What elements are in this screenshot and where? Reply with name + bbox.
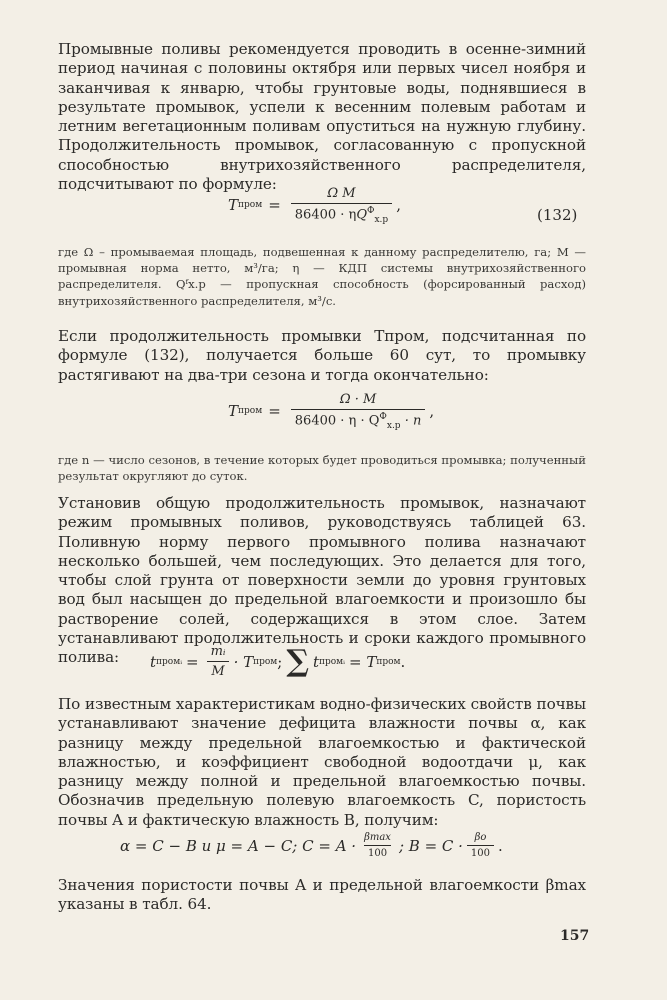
paragraph-2: Если продолжительность промывки Tпром, подсчитанная по формуле (132), получается больше 60 сут, то промывку растягивают на два-три сезона и тогда окончательно: [58, 327, 586, 384]
f4-fraction-2 [467, 832, 494, 859]
f3-dot: . [400, 652, 406, 671]
f4-n2: βo [474, 832, 487, 843]
formula-4 [120, 832, 503, 859]
f3-semi: ; [277, 652, 283, 671]
paragraph-4: По известным характеристикам водно-физических свойств почвы устанавливают значение дефицита влажности почвы α, как разницу между предельной влагоемкостью и фактической влажностью, и коэффициент свободной водоотдачи μ, как разницу между полной и предельной влагоемкостью почвы. Обозначив предельную полевую влагоемкость C, пористость почвы A и фактическую влажность B, получим: [58, 695, 586, 829]
f4-end: . [498, 836, 503, 855]
formula-eq: = [268, 402, 281, 421]
f3-t2: t [312, 652, 319, 671]
f4-d1: 100 [364, 845, 391, 859]
equation-number: (132) [537, 206, 578, 224]
formula-denominator [291, 203, 392, 225]
formula-eq: = [268, 196, 281, 215]
f3-eq2: = T [348, 652, 377, 671]
f4-d2: 100 [467, 845, 494, 859]
den-sub: х.р [374, 214, 389, 225]
den-sup: Ф [367, 206, 375, 216]
f3-num: mᵢ [210, 644, 226, 659]
formula-fraction [291, 392, 426, 431]
f3-t: t [150, 652, 157, 671]
den-n: · n [400, 413, 422, 429]
paragraph-5: Значения пористости почвы A и предельной влагоемкости βmax указаны в табл. 64. [58, 876, 586, 914]
note-2: где n — число сезонов, в течение которых будет проводиться промывка; полученный результат округляют до суток. [58, 453, 586, 484]
f4-n1: βmax [364, 832, 391, 843]
f3-rhs-sub: пром [376, 656, 401, 667]
f3-t-sub: промᵢ [156, 656, 183, 667]
formula-3 [150, 644, 405, 679]
page-number: 157 [560, 928, 590, 944]
paragraph-3: Установив общую продолжительность промывок, назначают режим промывных поливов, руководствуясь таблицей 63. Поливную норму первого промывного полива назначают несколько большей, чем последующих. Это делается для того, чтобы слой грунта от поверхности земли до уровня грунтовых вод был насыщен до предельной влагоемкости и произошло бы растворение солей, содержащихся в этом слое. Затем устанавливают продолжительность и сроки каждого промывного полива: [58, 494, 586, 667]
formula-lhs: T [228, 196, 239, 215]
f3-eq: = [186, 652, 199, 671]
den-sup: Ф [379, 412, 387, 422]
f4-fraction-1 [360, 832, 395, 859]
den-part: 86400 · η · Q [294, 413, 380, 429]
f4-mid: ; B = C · [398, 836, 463, 855]
formula-comma: , [429, 402, 435, 421]
f3-t2-sub: промᵢ [318, 656, 345, 667]
f3-mult-sub: пром [253, 656, 278, 667]
note-1: где Ω – промываемая площадь, подвешенная к данному распределителю, га; M — промывная норма нетто, м³/га; η — КДП системы внутрихозяйственного распределителя. Qᶠх.р — пропускная способность (форсированный расход) внутрихозяйственного распределителя, м³/с. [58, 245, 586, 308]
den-q: Q [356, 207, 367, 223]
formula-numerator: Ω M [327, 186, 356, 201]
formula-lhs-sub: пром [238, 200, 263, 211]
f3-fraction [207, 644, 230, 679]
den-part: 86400 · η [294, 207, 357, 223]
formula-132 [228, 186, 401, 225]
paragraph-1: Промывные поливы рекомендуется проводить в осенне-зимний период начиная с половины октября или первых чисел ноября и заканчивая к январю, чтобы грунтовые воды, поднявшиеся в результате промывок, успели к весенним полевым работам и летним вегетационным поливам опуститься на нужную глубину. Продолжительность промывок, согласованную с пропускной способностью внутрихозяйственного распределителя, подсчитывают по формуле: [58, 40, 586, 194]
f3-den: M [207, 661, 228, 679]
formula-lhs: T [228, 402, 239, 421]
formula-fraction [291, 186, 392, 225]
f4-left: α = C − B и μ = A − C; C = A · [120, 836, 357, 855]
formula-comma: , [396, 196, 401, 215]
formula-denominator [291, 409, 426, 431]
formula-2 [228, 392, 434, 431]
formula-lhs-sub: пром [238, 406, 263, 417]
f3-mult: · T [233, 652, 254, 671]
den-sub: х.р [386, 420, 401, 431]
formula-numerator: Ω · M [339, 392, 377, 407]
sum-symbol: ∑ [286, 643, 309, 679]
